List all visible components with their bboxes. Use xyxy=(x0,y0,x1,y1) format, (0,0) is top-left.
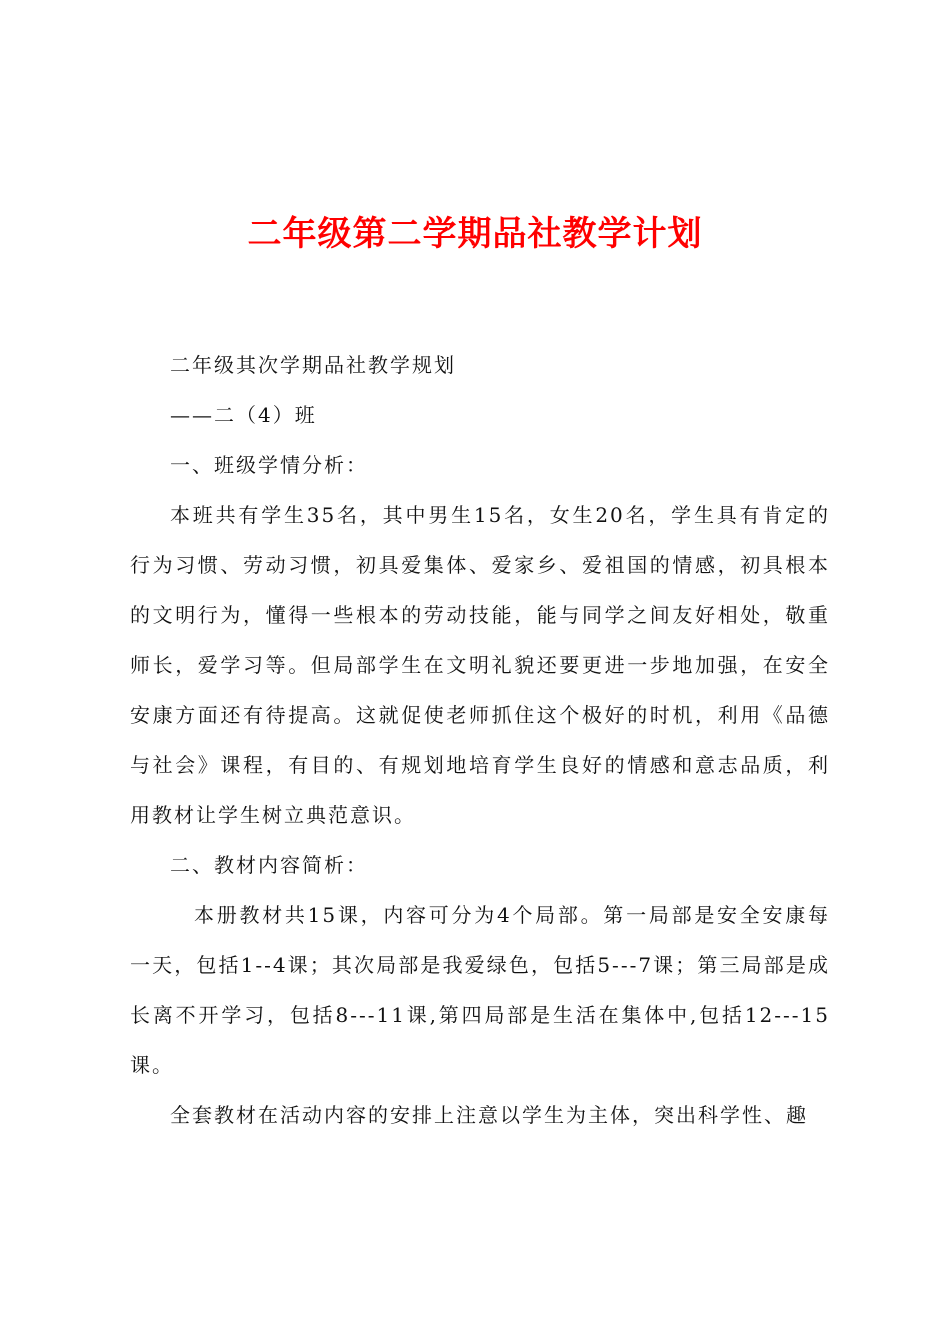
class-analysis-paragraph: 本班共有学生35名，其中男生15名，女生20名，学生具有肯定的行为习惯、劳动习惯，初具爱集体、爱家乡、爱祖国的情感，初具根本的文明行为，懂得一些根本的劳动技能，能与同学之间友好相处，敬重师长，爱学习等。但局部学生在文明礼貌还要更进一步地加强，在安全安康方面还有待提高。这就促使老师抓住这个极好的时机，利用《品德与社会》课程，有目的、有规划地培育学生良好的情感和意志品质，利用教材让学生树立典范意识。 xyxy=(130,503,830,827)
textbook-arrangement-paragraph: 全套教材在活动内容的安排上注意以学生为主体，突出科学性、趣 xyxy=(170,1103,808,1127)
textbook-content-paragraph: 本册教材共15课，内容可分为4个局部。第一局部是安全安康每一天，包括1--4课；其次局部是我爱绿色，包括5---7课；第三局部是成长离不开学习，包括8---11课,第四局部是生活在集体中,包括12---15课。 xyxy=(130,903,830,1077)
class-label: ——二（4）班 xyxy=(170,403,317,427)
section-heading-1: 一、班级学情分析： xyxy=(170,453,368,477)
plan-subtitle: 二年级其次学期品社教学规划 xyxy=(170,353,456,377)
section-heading-2: 二、教材内容简析： xyxy=(170,853,368,877)
document-body xyxy=(130,340,830,1140)
document-title: 二年级第二学期品社教学计划 xyxy=(247,214,703,254)
